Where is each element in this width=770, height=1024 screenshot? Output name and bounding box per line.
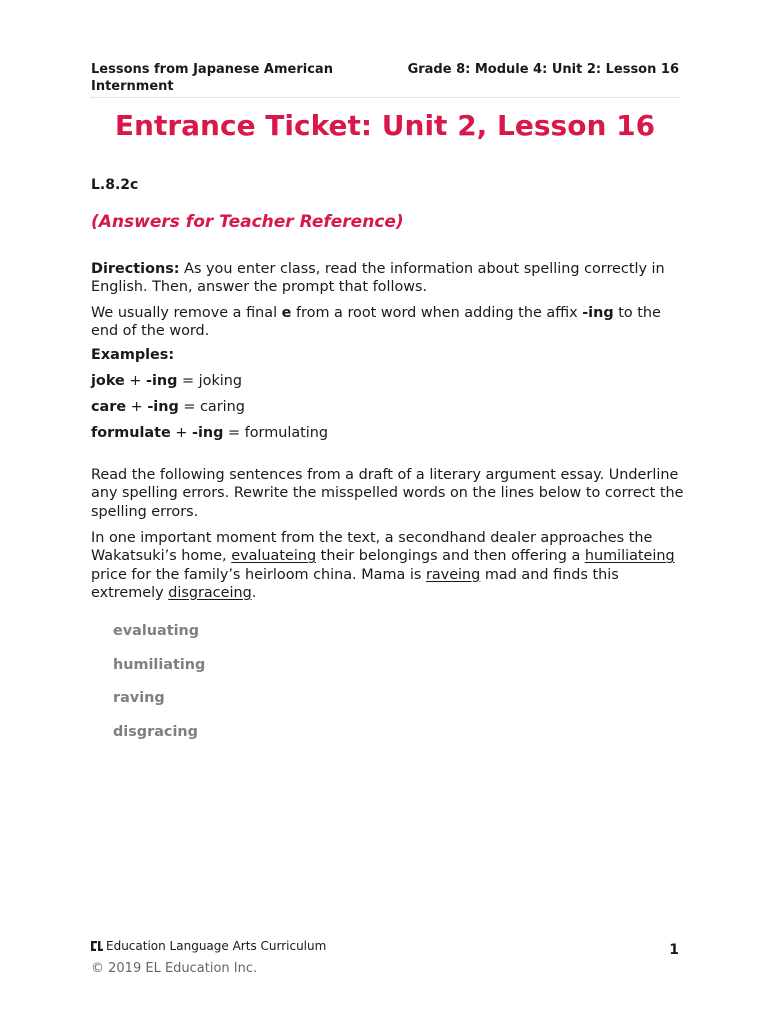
essay-passage (91, 529, 686, 602)
example-item (91, 425, 328, 441)
passage-text: In one important moment from the text, a secondhand dealer approaches the Wakatsuki’s home, (91, 530, 653, 565)
rule-letter: e (281, 305, 292, 321)
directions-text: As you enter class, read the information about spelling correctly in English. Then, answer the prompt that follows. (91, 261, 665, 296)
rule-text: from a root word when adding the affix (291, 305, 583, 321)
example-affix: -ing (192, 425, 224, 441)
instructions-paragraph: Read the following sentences from a draft of a literary argument essay. Underline any spelling errors. Rewrite the misspelled words on the lines below to correct the spelling errors. (91, 467, 684, 520)
el-logo-icon (91, 940, 103, 952)
answer-item: disgracing (113, 724, 198, 740)
example-item (91, 399, 245, 415)
passage-text: their belongings and then offering a (316, 548, 585, 565)
copyright-notice: © 2019 EL Education Inc. (91, 961, 258, 976)
example-affix: -ing (147, 399, 179, 415)
passage-text: mad and finds this extremely (91, 566, 619, 601)
module-title: Lessons from Japanese American Internment (91, 62, 333, 94)
page-header (91, 61, 679, 98)
example-result: = formulating (223, 425, 329, 441)
footer-brand-text: Education Language Arts Curriculum (106, 939, 327, 953)
example-plus: + (170, 425, 192, 441)
answer-item: humiliating (113, 657, 206, 673)
example-root: formulate (91, 425, 171, 441)
rule-text: We usually remove a final (91, 305, 282, 321)
page-number: 1 (669, 942, 679, 958)
teacher-reference-heading: (Answers for Teacher Reference) (91, 212, 404, 232)
misspelled-word: evaluateing (231, 548, 317, 565)
misspelled-word: disgraceing (168, 584, 252, 601)
directions-paragraph (91, 260, 686, 297)
example-item (91, 373, 242, 389)
example-root: joke (91, 373, 125, 389)
passage-text: price for the family’s heirloom china. Mama is (91, 566, 426, 583)
spelling-rule-paragraph (91, 304, 686, 341)
lesson-reference: Grade 8: Module 4: Unit 2: Lesson 16 (407, 62, 679, 77)
rule-affix: -ing (582, 305, 614, 321)
answer-item: raving (113, 690, 165, 706)
misspelled-word: raveing (425, 566, 481, 583)
example-result: = caring (178, 399, 245, 415)
page-title: Entrance Ticket: Unit 2, Lesson 16 (114, 109, 656, 142)
worksheet-page (91, 0, 684, 1024)
example-plus: + (126, 399, 148, 415)
example-plus: + (124, 373, 146, 389)
standard-code: L.8.2c (91, 177, 139, 193)
examples-label: Examples: (91, 347, 175, 363)
rule-text: to the end of the word. (91, 305, 661, 340)
example-result: = joking (177, 373, 243, 389)
directions-label: Directions: (91, 261, 180, 277)
answer-item: evaluating (113, 623, 200, 639)
example-root: care (91, 399, 127, 415)
misspelled-word: humiliateing (584, 548, 675, 565)
passage-text: . (251, 584, 257, 601)
example-affix: -ing (145, 373, 178, 389)
footer-brand (91, 939, 326, 953)
